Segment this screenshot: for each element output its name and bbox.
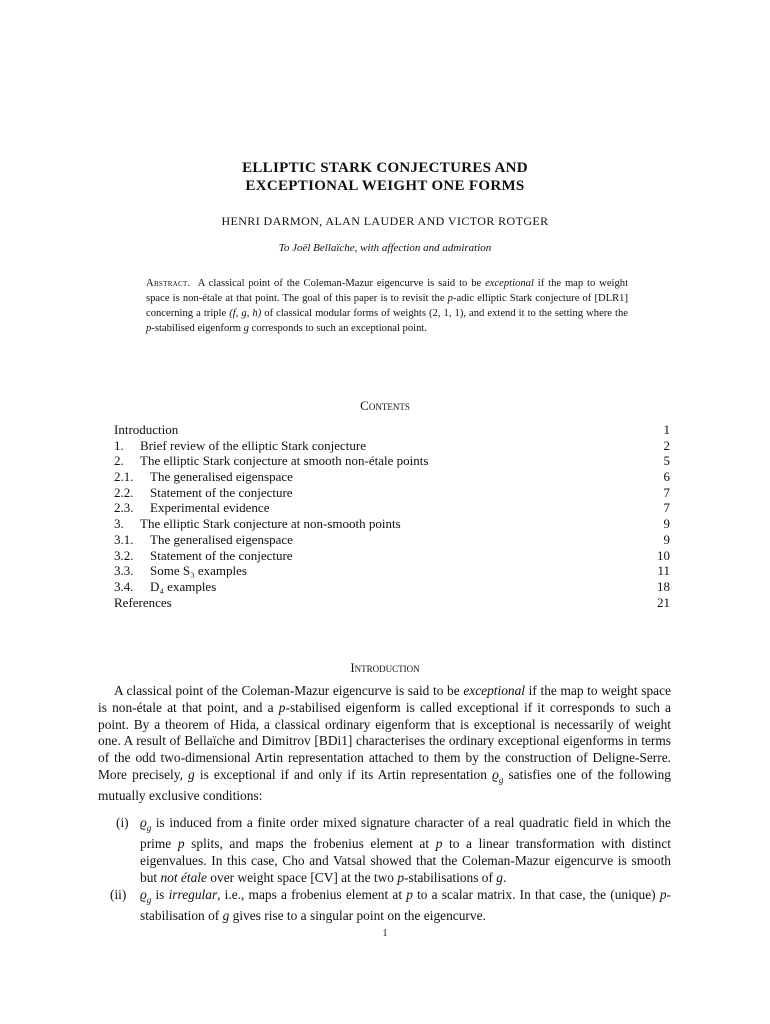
cond-math: p	[659, 886, 667, 902]
intro-math-subscript: g	[498, 774, 504, 785]
toc-entry-title: D₄ examples	[150, 578, 217, 594]
toc-entry-title: Statement of the conjecture	[150, 484, 293, 500]
condition-list	[110, 815, 671, 925]
cond-math-subscript: g	[146, 822, 152, 833]
condition-label: (ii)	[110, 886, 127, 902]
abstract-math: p	[447, 293, 453, 304]
toc-entry[interactable]	[114, 438, 670, 454]
toc-entry-title: The elliptic Stark conjecture at smooth non-étale points	[140, 453, 429, 469]
toc-entry-page: 21	[657, 594, 670, 610]
toc-entry[interactable]	[114, 532, 670, 548]
toc-entry-page: 5	[663, 453, 670, 469]
toc-entry-page: 1	[663, 422, 670, 437]
cond-text: -stabilisations of	[404, 870, 497, 886]
abstract-label: Abstract.	[146, 278, 191, 289]
author-list: HENRI DARMON, ALAN LAUDER AND VICTOR ROTGER	[221, 214, 549, 228]
abstract-text: if the map to weight space is non-étale at that point. The goal of this paper is to revisit the	[146, 278, 629, 304]
cond-text: , i.e., maps a frobenius element at	[217, 886, 407, 902]
toc-entry[interactable]	[114, 595, 670, 611]
cond-text: is induced from a finite order mixed signature character of a real quadratic field in which the prime	[140, 815, 671, 852]
intro-text: A classical point of the Coleman-Mazur eigencurve is said to be	[114, 683, 464, 698]
cond-math: ϱ	[140, 886, 147, 902]
toc-entry-number: 3.2.	[114, 547, 134, 563]
intro-emph: exceptional	[463, 683, 526, 698]
toc-entry-number: 3.4.	[114, 578, 134, 594]
intro-text: if the map to weight space is non-étale at that point, and a	[98, 683, 672, 715]
toc-entry-title: Statement of the conjecture	[150, 547, 293, 563]
abstract-math: p	[146, 323, 152, 334]
toc-entry-page: 6	[663, 469, 670, 485]
cond-math: p	[406, 886, 413, 902]
cond-math-subscript: g	[146, 894, 152, 905]
cond-text: to a linear transformation with distinct eigenvalues. In this case, Cho and Vatsal showed that the Coleman-Mazur eigencurve is smooth but	[140, 836, 671, 886]
toc-entry-page: 18	[657, 578, 670, 594]
toc-entry-title: Some S₃ examples	[150, 563, 247, 579]
toc-entry-number: 2.1.	[114, 469, 134, 485]
cond-text: gives rise to a singular point on the eigencurve.	[229, 908, 486, 924]
condition-item	[110, 886, 671, 925]
table-of-contents	[114, 422, 670, 610]
toc-entry[interactable]	[114, 563, 670, 579]
toc-entry-page: 7	[663, 484, 670, 500]
cond-text: splits, and maps the frobenius element at	[184, 836, 436, 852]
abstract-text: corresponds to such an exceptional point.	[248, 323, 427, 334]
toc-entry-page: 7	[663, 500, 670, 516]
toc-entry-title: The generalised eigenspace	[150, 469, 293, 485]
paper-title-line-2: EXCEPTIONAL WEIGHT ONE FORMS	[245, 178, 525, 194]
toc-entry-page: 9	[663, 531, 670, 547]
toc-entry[interactable]	[114, 500, 670, 516]
toc-entry-page: 11	[657, 563, 670, 579]
toc-entry-number: 1.	[114, 437, 124, 453]
abstract-text: -stabilised eigenform	[151, 323, 244, 334]
abstract-math: g	[243, 323, 249, 334]
toc-entry[interactable]	[114, 453, 670, 469]
abstract-text: A classical point of the Coleman-Mazur eigencurve is said to be	[197, 278, 486, 289]
abstract-math: (f, g, h)	[229, 308, 262, 319]
condition-item	[118, 815, 671, 887]
toc-entry[interactable]	[114, 516, 670, 532]
toc-entry-title: Experimental evidence	[150, 500, 270, 516]
cond-text: over weight space [CV] at the two	[206, 870, 398, 886]
cond-text: -stabilisation of	[140, 886, 671, 924]
cond-math: g	[496, 870, 503, 886]
condition-label: (i)	[116, 815, 129, 830]
toc-entry[interactable]	[114, 485, 670, 501]
toc-entry-page: 9	[663, 516, 670, 532]
abstract-text: of classical modular forms of weights (2, 1, 1), and extend it to the setting where the	[261, 308, 628, 319]
abstract-text: -adic elliptic Stark conjecture of [DLR1] concerning a triple	[146, 293, 628, 319]
abstract	[146, 276, 628, 336]
cond-math: p	[397, 870, 405, 886]
toc-entry[interactable]	[114, 579, 670, 595]
page-number: 1	[382, 928, 388, 939]
toc-entry[interactable]	[114, 548, 670, 564]
intro-text: is exceptional if and only if its Artin representation	[194, 766, 493, 782]
intro-math: g	[188, 766, 195, 782]
cond-text: is	[151, 886, 169, 902]
cond-emph: irregular	[168, 886, 218, 902]
toc-entry-title: Introduction	[114, 422, 179, 437]
toc-entry-number: 3.1.	[114, 531, 134, 547]
toc-entry-number: 3.	[114, 516, 124, 532]
paper-title-line-1: ELLIPTIC STARK CONJECTURES AND	[242, 160, 528, 176]
toc-entry-page: 2	[663, 437, 670, 453]
toc-entry-title: References	[114, 594, 172, 610]
intro-text: satisfies one of the following mutually exclusive conditions:	[98, 766, 671, 804]
toc-entry-title: The generalised eigenspace	[150, 531, 293, 547]
intro-math: ϱ	[492, 766, 499, 782]
toc-entry-number: 2.2.	[114, 484, 134, 500]
toc-entry[interactable]	[114, 422, 670, 438]
toc-entry-number: 2.3.	[114, 500, 134, 516]
cond-math: p	[177, 836, 185, 852]
intro-math: p	[278, 699, 286, 715]
toc-entry-number: 2.	[114, 453, 124, 469]
toc-entry[interactable]	[114, 469, 670, 485]
dedication: To Joël Bellaïche, with affection and admiration	[278, 242, 492, 254]
cond-emph: not étale	[160, 870, 207, 886]
cond-math: g	[222, 908, 230, 924]
cond-math: p	[435, 836, 443, 852]
cond-math: ϱ	[140, 815, 147, 830]
toc-entry-title: The elliptic Stark conjecture at non-smooth points	[140, 516, 401, 532]
contents-heading: Contents	[360, 398, 410, 413]
abstract-emph: exceptional	[485, 278, 534, 289]
introduction-heading: Introduction	[350, 660, 420, 675]
intro-text: -stabilised eigenform is called exceptional if it corresponds to such a point. By a theorem of Hida, a classical ordinary eigenform that is exceptional is necessarily of weight one. A result of Bellaïche and Dimitrov [BDi1] characterises the ordinary exceptional eigenforms in terms of the odd two-dimensional Artin representation attached to them by the construction of Deligne-Serre. More precisely,	[98, 699, 672, 782]
cond-text: to a scalar matrix. In that case, the (unique)	[412, 886, 660, 902]
toc-entry-number: 3.3.	[114, 563, 134, 579]
toc-entry-title: Brief review of the elliptic Stark conjecture	[140, 437, 366, 453]
cond-text: .	[503, 870, 507, 886]
toc-entry-page: 10	[657, 547, 670, 563]
introduction-paragraph	[98, 683, 671, 805]
